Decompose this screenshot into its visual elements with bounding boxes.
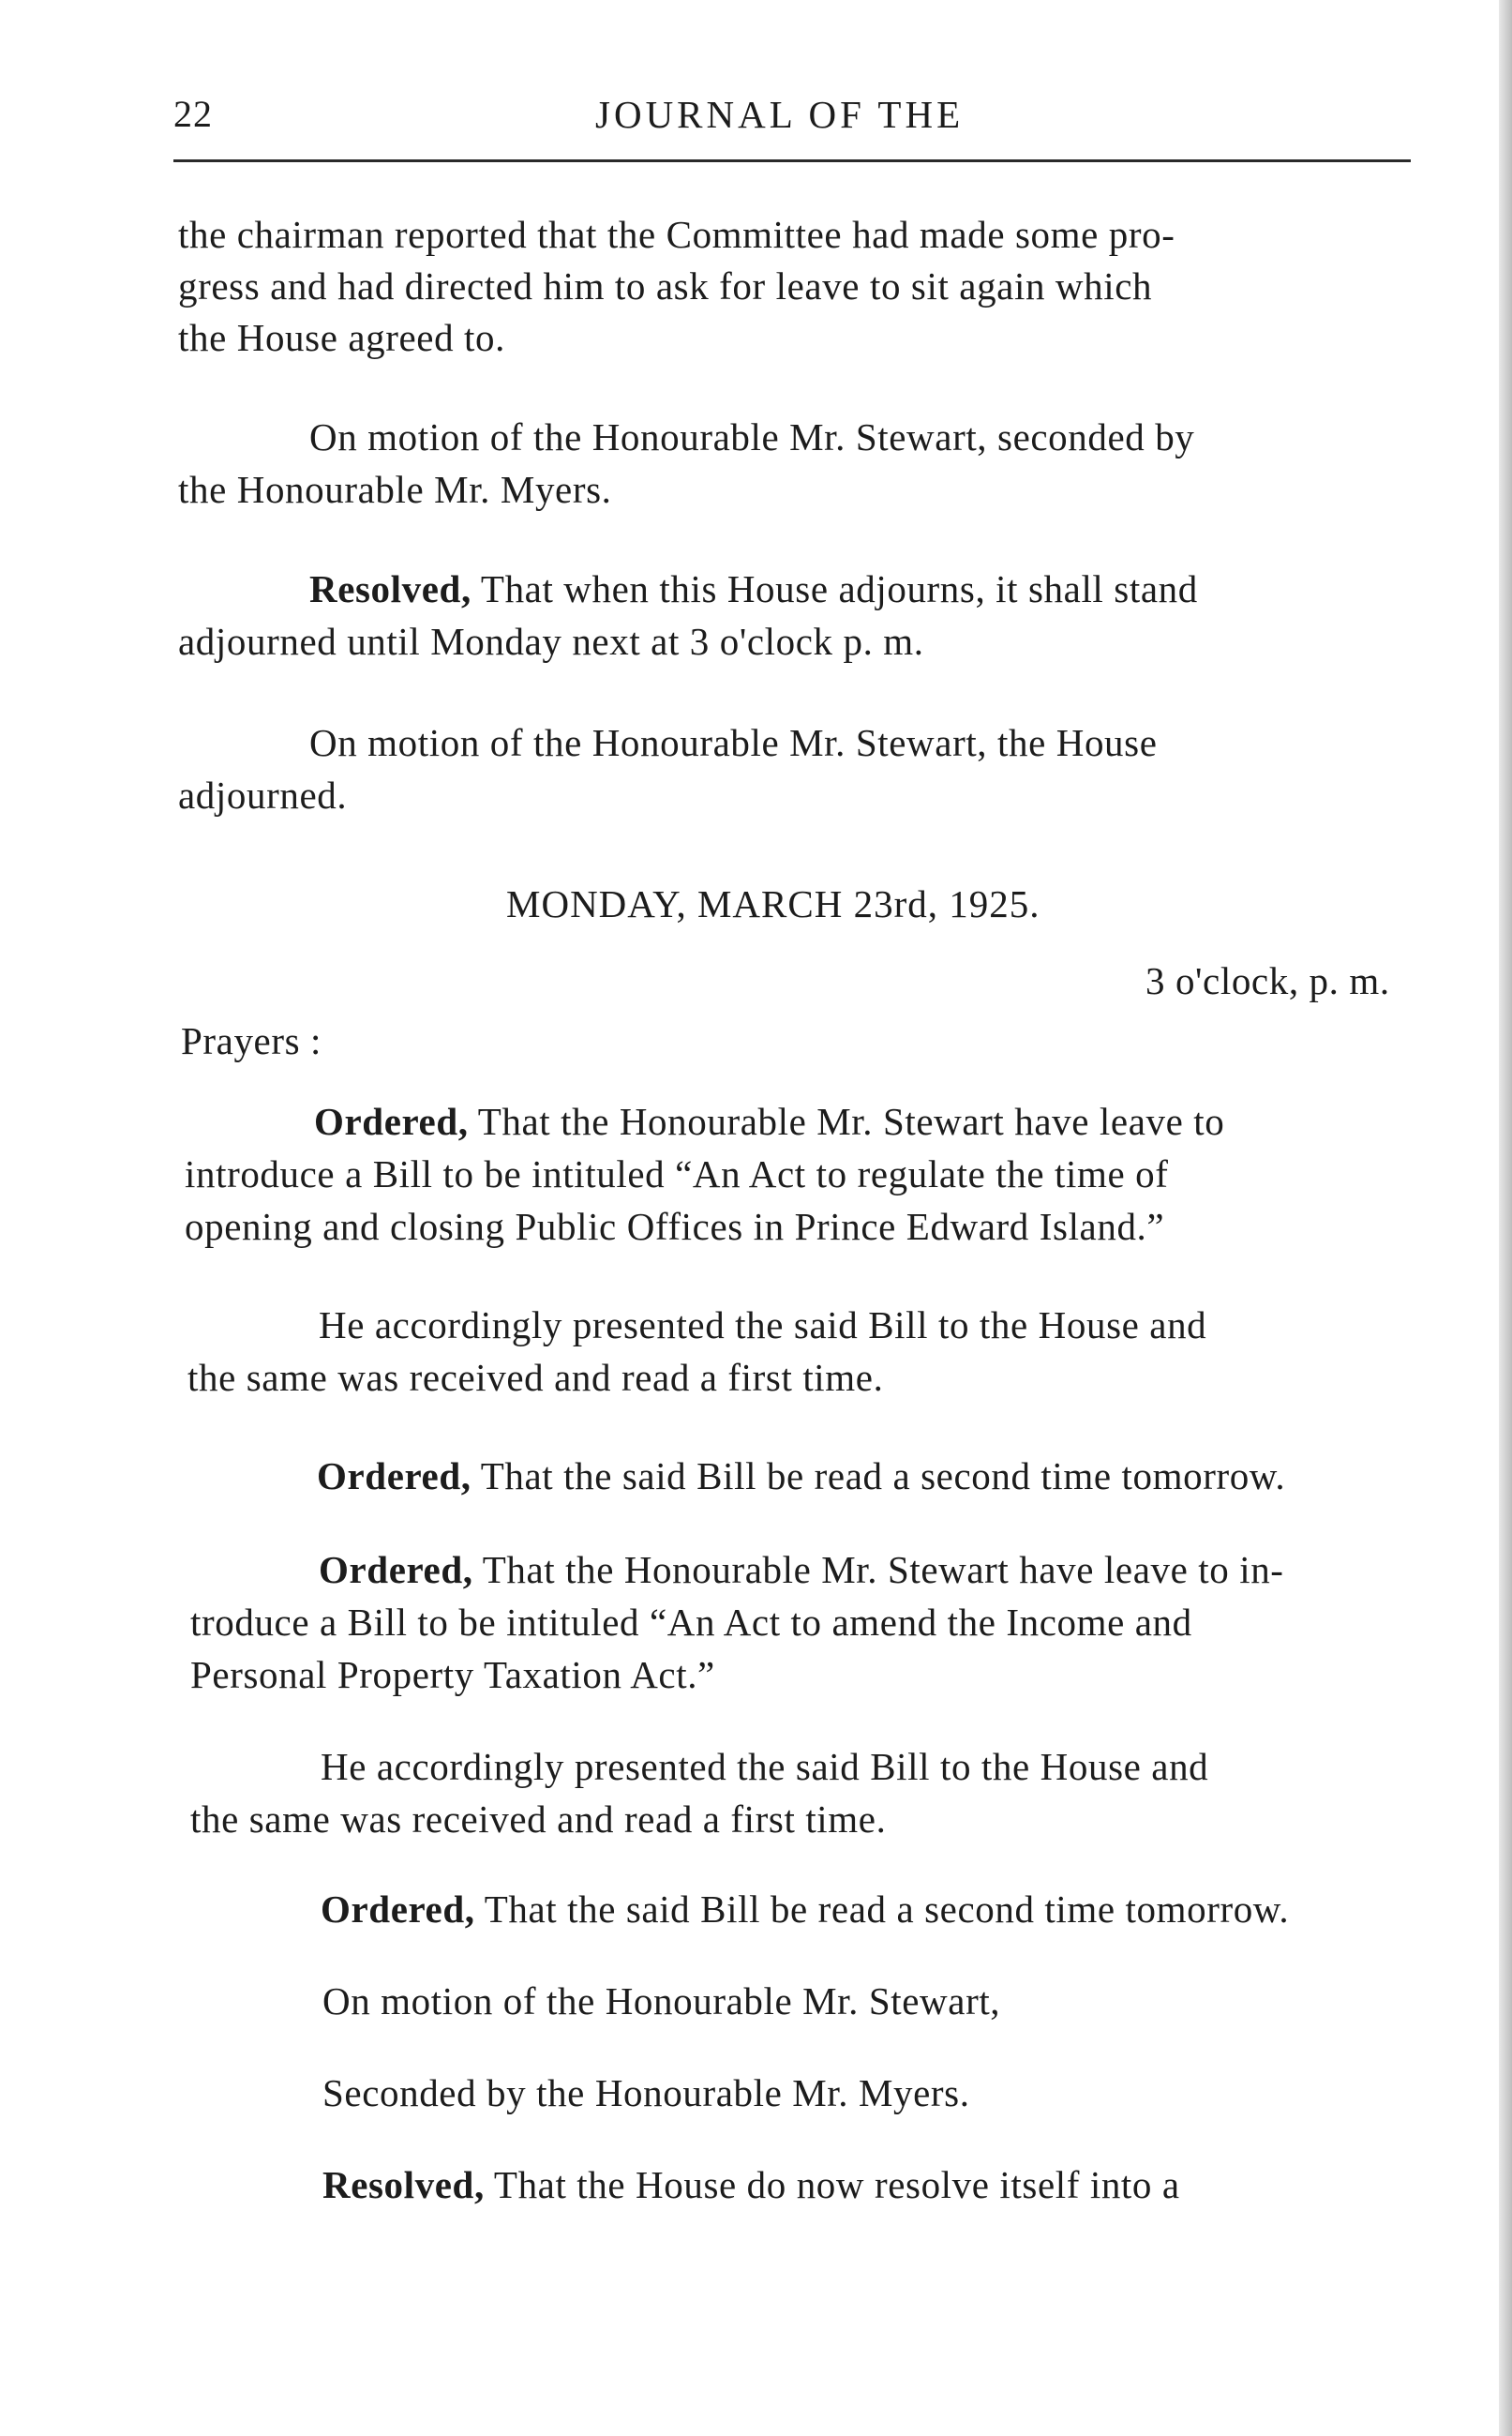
body-line: the House agreed to. — [178, 316, 505, 359]
body-line: He accordingly presented the said Bill to the House and — [319, 1303, 1207, 1346]
ordered-label: Ordered, — [314, 1100, 469, 1143]
ordered-line: Ordered, That the Honourable Mr. Stewart have leave to in- — [319, 1548, 1284, 1591]
body-line: the Honourable Mr. Myers. — [178, 468, 612, 511]
body-line: adjourned until Monday next at 3 o'clock p. m. — [178, 620, 924, 663]
ordered-line: Ordered, That the Honourable Mr. Stewart have leave to — [314, 1100, 1225, 1143]
body-line: On motion of the Honourable Mr. Stewart, the House — [309, 721, 1158, 764]
resolved-line: Resolved, That when this House adjourns, it shall stand — [309, 567, 1198, 610]
ordered-label: Ordered, — [317, 1454, 472, 1497]
header-rule — [173, 159, 1411, 162]
body-line: the same was received and read a first time. — [187, 1356, 884, 1399]
body-line: gress and had directed him to ask for leave to sit again which — [178, 264, 1153, 308]
resolved-line: Resolved, That the House do now resolve itself into a — [322, 2163, 1180, 2206]
body-line: He accordingly presented the said Bill to the House and — [321, 1745, 1209, 1788]
date-heading: MONDAY, MARCH 23rd, 1925. — [506, 882, 1040, 925]
resolved-label: Resolved, — [322, 2163, 485, 2206]
body-line: introduce a Bill to be intituled “An Act to regulate the time of — [185, 1152, 1169, 1195]
sitting-time: 3 o'clock, p. m. — [1145, 959, 1390, 1002]
body-line: the same was received and read a first time. — [190, 1797, 887, 1841]
body-line: troduce a Bill to be intituled “An Act to amend the Income and — [190, 1601, 1192, 1644]
page-header — [173, 92, 1411, 148]
ordered-line: Ordered, That the said Bill be read a second time tomorrow. — [317, 1454, 1286, 1497]
body-line: Seconded by the Honourable Mr. Myers. — [322, 2071, 970, 2114]
body-line: On motion of the Honourable Mr. Stewart, seconded by — [309, 415, 1195, 459]
ordered-line: Ordered, That the said Bill be read a second time tomorrow. — [321, 1887, 1290, 1931]
resolved-label: Resolved, — [309, 567, 472, 610]
body-line: Personal Property Taxation Act.” — [190, 1653, 715, 1696]
body-line: the chairman reported that the Committee had made some pro- — [178, 213, 1175, 256]
page-edge-shadow — [1499, 0, 1512, 2436]
running-head: JOURNAL OF THE — [595, 93, 965, 136]
ordered-label: Ordered, — [321, 1887, 475, 1931]
body-line: On motion of the Honourable Mr. Stewart, — [322, 1979, 1001, 2022]
body-line: opening and closing Public Offices in Prince Edward Island.” — [185, 1205, 1165, 1248]
prayers-label: Prayers : — [181, 1019, 322, 1062]
body-line: adjourned. — [178, 774, 348, 817]
ordered-label: Ordered, — [319, 1548, 473, 1591]
page-number: 22 — [173, 93, 213, 135]
